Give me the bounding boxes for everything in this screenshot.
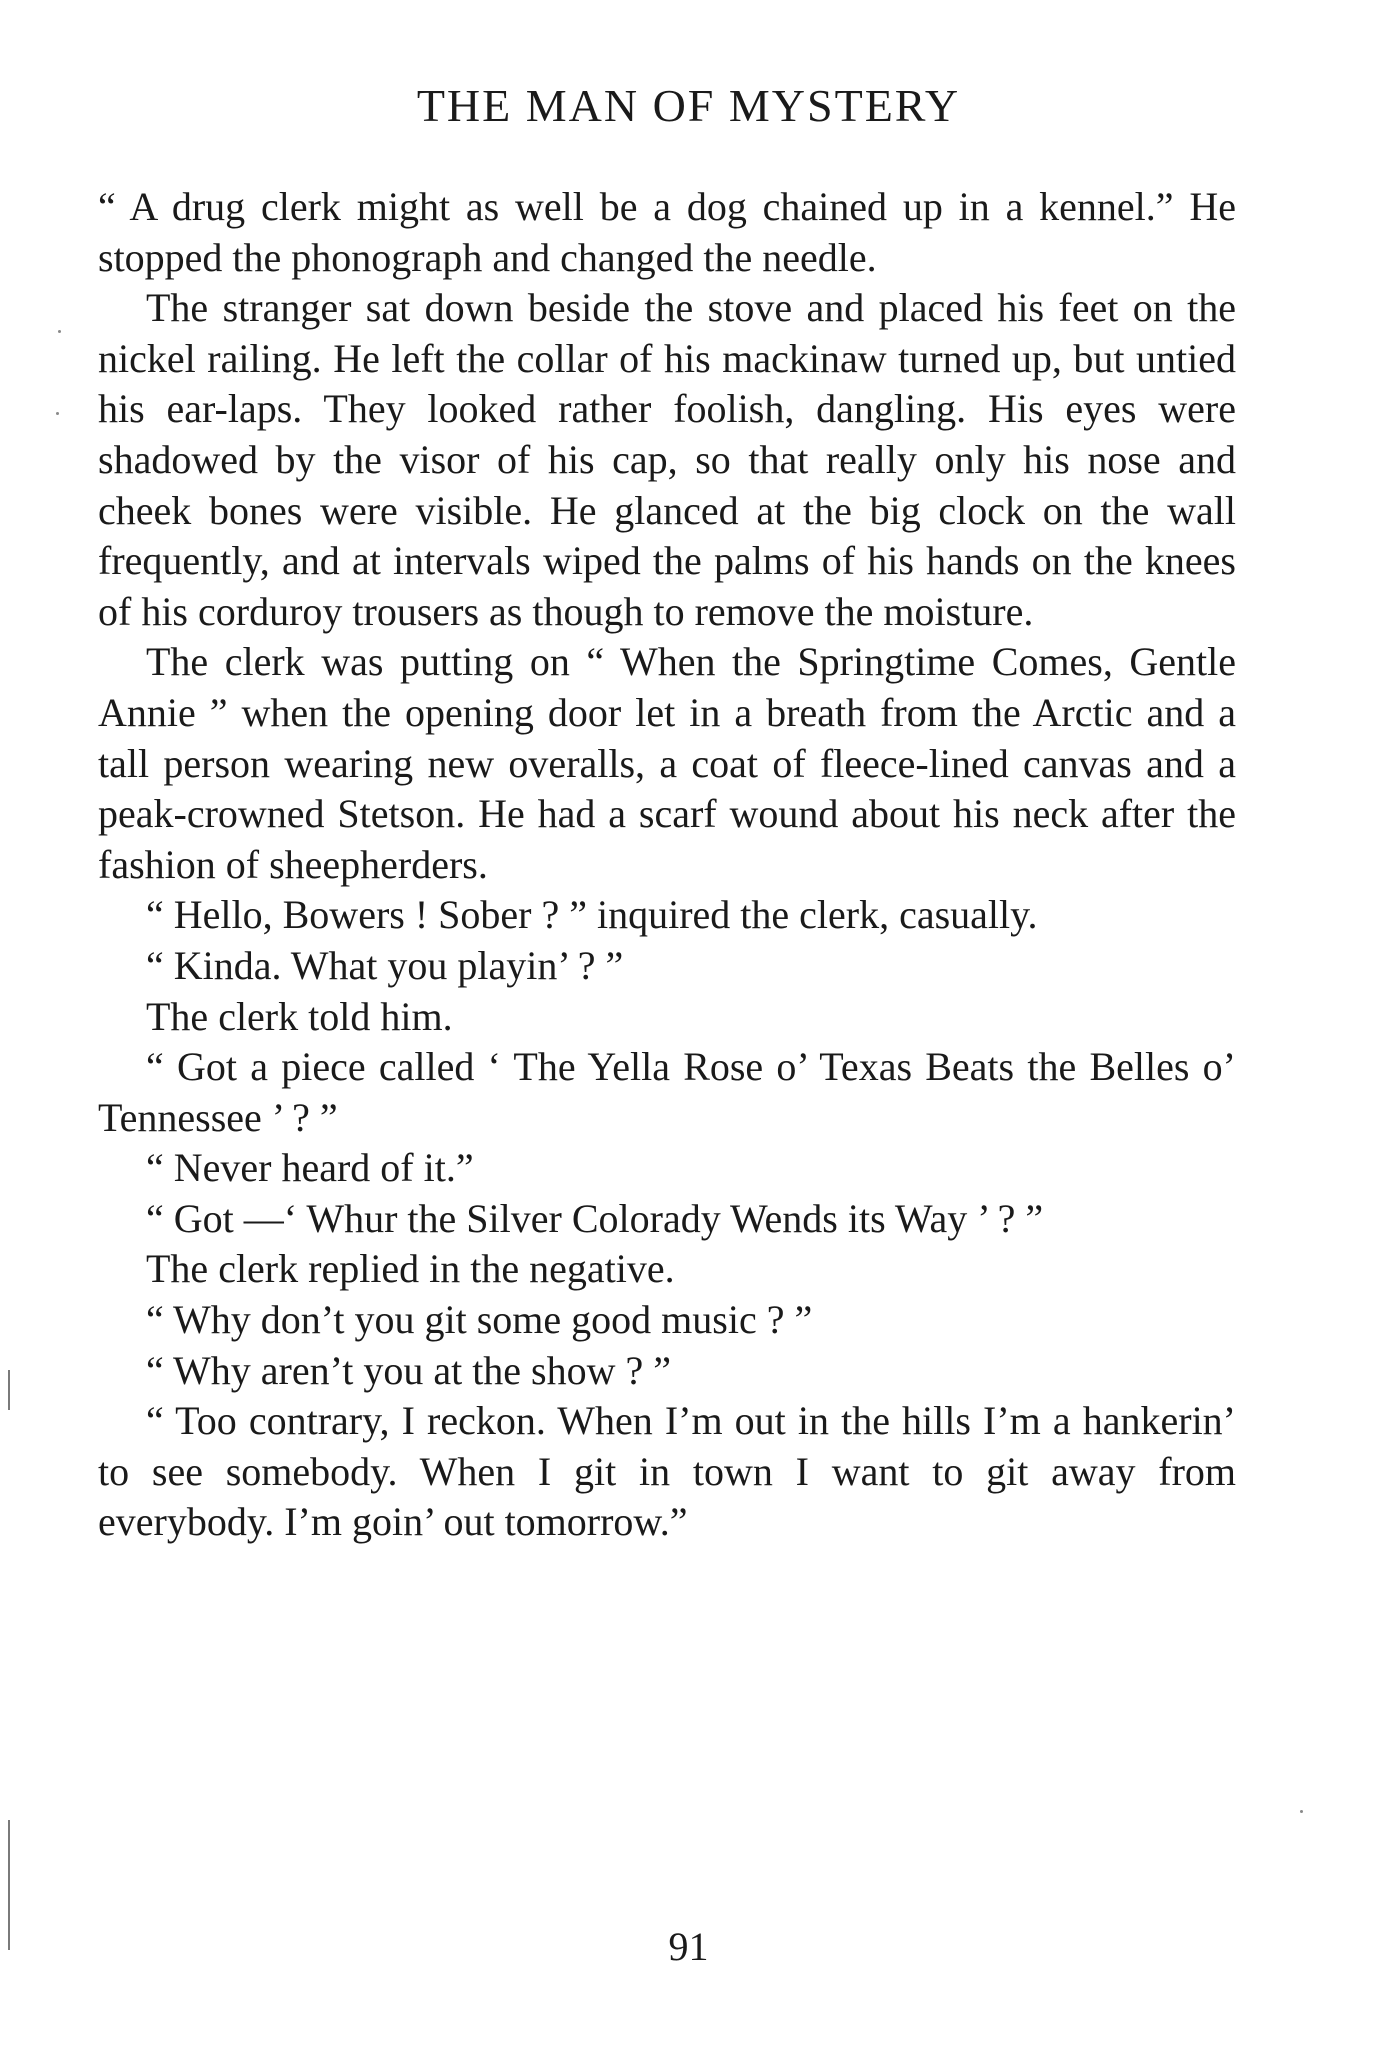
paragraph: “ Got —‘ Whur the Silver Colorady Wends its Way ’ ? ” <box>146 1195 1044 1241</box>
page-number: 91 <box>668 1924 709 1969</box>
paragraph: “ Kinda. What you playin’ ? ” <box>146 942 624 988</box>
paragraph: “ Why aren’t you at the show ? ” <box>146 1347 672 1393</box>
paragraph: “ A drug clerk might as well be a dog chained up in a kennel.” He stopped the phonograph and changed the needle. <box>98 184 1236 280</box>
paragraph: The stranger sat down beside the stove and placed his feet on the nickel railing. He left the collar of his mackinaw turned up, but untied his ear-laps. They looked rather foolish, dangling. His eyes were shadowed by the visor of his cap, so that really only his nose and cheek bones were visible. He glanced at the big clock on the wall frequently, and at intervals wiped the palms of his hands on the knees of his corduroy trousers as though to remove the moisture. <box>98 285 1236 634</box>
scan-speck <box>56 412 59 415</box>
scan-speck <box>58 330 61 333</box>
margin-scan-mark <box>8 1370 10 1410</box>
running-head: THE MAN OF MYSTERY <box>416 80 961 131</box>
paragraph: “ Got a piece called ‘ The Yella Rose o’ Texas Beats the Belles o’ Tennessee ’ ? ” <box>98 1044 1236 1140</box>
body-text <box>98 182 1236 1548</box>
margin-scan-mark <box>8 1820 10 1950</box>
paragraph: “ Hello, Bowers ! Sober ? ” inquired the clerk, casually. <box>146 892 1038 938</box>
paragraph: The clerk told him. <box>146 993 453 1039</box>
paragraph: The clerk was putting on “ When the Springtime Comes, Gentle Annie ” when the opening door let in a breath from the Arctic and a tall person wearing new overalls, a coat of fleece-lined canvas and a peak-crowned Stetson. He had a scarf wound about his neck after the fashion of sheepherders. <box>98 639 1236 887</box>
scan-speck <box>1300 1810 1303 1813</box>
paragraph: “ Why don’t you git some good music ? ” <box>146 1297 813 1343</box>
paragraph: The clerk replied in the negative. <box>146 1246 675 1292</box>
paragraph: “ Never heard of it.” <box>146 1145 474 1191</box>
paragraph: “ Too contrary, I reckon. When I’m out in the hills I’m a hankerin’ to see somebody. When I git in town I want to git away from everybody. I’m goin’ out tomorrow.” <box>98 1398 1236 1545</box>
